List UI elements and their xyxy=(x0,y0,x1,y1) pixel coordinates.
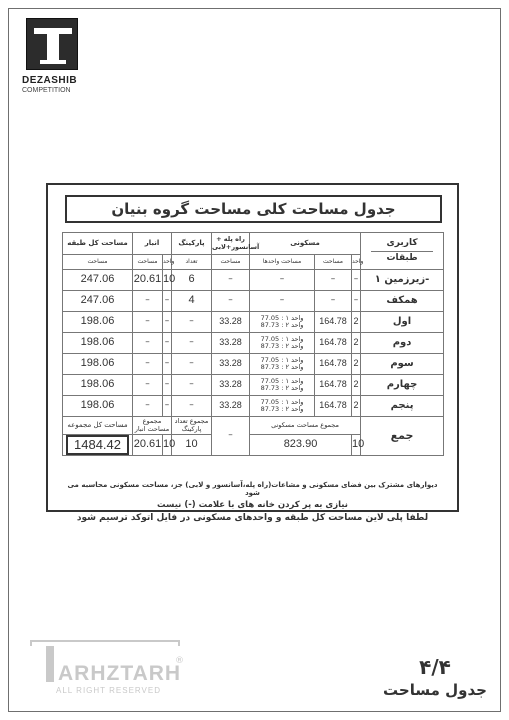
residential-units-cell: 2 xyxy=(352,396,361,417)
unit-area-1: واحد ۱ : 77.05 xyxy=(260,334,304,343)
stairs-cell: 33.28 xyxy=(212,333,250,354)
floor-name-cell: زیرزمین ۱- xyxy=(361,270,444,291)
header-usage-floors xyxy=(361,233,444,270)
summary-units: 10 xyxy=(352,435,361,456)
header-storage-units: واحد xyxy=(163,255,172,270)
stairs-cell: 33.28 xyxy=(212,354,250,375)
summary-label: جمع xyxy=(361,417,444,456)
logo-name: DEZASHIB xyxy=(22,75,78,86)
table-row xyxy=(63,375,444,396)
header-parking: پارکینگ xyxy=(172,233,212,255)
residential-area-cell: 164.78 xyxy=(315,312,352,333)
header-storage: انبار xyxy=(133,233,172,255)
storage-units-cell: – xyxy=(163,354,172,375)
residential-units-cell: 2 xyxy=(352,333,361,354)
stairs-cell: 33.28 xyxy=(212,312,250,333)
unit-area-1: واحد ۱ : 77.05 xyxy=(260,376,304,385)
floor-name-cell: پنجم xyxy=(361,396,444,417)
header-stairs: راه پله + آسانسور+لابی xyxy=(212,233,250,255)
area-table xyxy=(62,232,444,456)
header-parking-count: تعداد xyxy=(172,255,212,270)
storage-units-cell: – xyxy=(163,312,172,333)
storage-area-cell: – xyxy=(133,333,163,354)
residential-units-cell: 2 xyxy=(352,354,361,375)
arhztarh-watermark xyxy=(30,640,190,698)
floor-total-cell: 198.06 xyxy=(63,375,133,396)
unit-area-cell xyxy=(250,375,315,396)
unit-area-cell: – xyxy=(250,291,315,312)
grand-total-box: 1484.42 xyxy=(66,435,129,455)
floor-total-cell: 198.06 xyxy=(63,354,133,375)
logo-subtitle: COMPETITION xyxy=(22,87,71,94)
summary-header-row xyxy=(63,417,444,435)
summary-residential-header: مجموع مساحت مسکونی xyxy=(250,417,361,435)
unit-area-cell xyxy=(250,312,315,333)
storage-area-cell: 20.61 xyxy=(133,270,163,291)
summary-parking-header: مجموع تعداد پارکینگ xyxy=(172,417,212,435)
unit-area-2: واحد ۲ : 87.73 xyxy=(260,321,304,329)
unit-area-1: واحد ۱ : 77.05 xyxy=(260,397,304,406)
parking-cell: 4 xyxy=(172,291,212,312)
table-notes xyxy=(62,481,443,523)
summary-total-header: مساحت کل مجموعه xyxy=(63,417,133,435)
unit-area-2: واحد ۲ : 87.73 xyxy=(260,405,304,413)
table-row xyxy=(63,333,444,354)
unit-area-cell xyxy=(250,333,315,354)
parking-cell: – xyxy=(172,354,212,375)
table-row xyxy=(63,270,444,291)
summary-residential-total: 823.90 xyxy=(250,435,352,456)
note-walls: دیوارهای مشترک بین فضای مسکونی و مشاعات(راه پله،آسانسور و لابی) جز، مساحت مسکونی محاسبه می شود xyxy=(67,481,438,497)
residential-area-cell: – xyxy=(315,291,352,312)
storage-units-cell: 10 xyxy=(163,270,172,291)
floor-name-cell: سوم xyxy=(361,354,444,375)
stairs-cell: – xyxy=(212,291,250,312)
summary-storage-total: 20.61 xyxy=(133,435,163,456)
unit-area-cell xyxy=(250,396,315,417)
residential-area-cell: 164.78 xyxy=(315,333,352,354)
registered-mark: ® xyxy=(175,656,184,666)
residential-area-cell: 164.78 xyxy=(315,396,352,417)
dezashib-logo xyxy=(22,18,94,94)
stairs-cell: – xyxy=(212,270,250,291)
note-dashes: نیازی به پر کردن خانه های با علامت (-) نیست xyxy=(157,500,348,510)
stairs-cell: 33.28 xyxy=(212,396,250,417)
watermark-name: ARHZTARH xyxy=(58,662,182,685)
table-row xyxy=(63,312,444,333)
stairs-cell: 33.28 xyxy=(212,375,250,396)
residential-units-cell: – xyxy=(352,270,361,291)
parking-cell: – xyxy=(172,333,212,354)
unit-area-2: واحد ۲ : 87.73 xyxy=(260,342,304,350)
note-polyline: لطفا پلی لاین مساحت کل طبقه و واحدهای مسکونی در فایل اتوکد ترسیم شود xyxy=(76,513,429,523)
residential-area-cell: 164.78 xyxy=(315,375,352,396)
unit-area-cell xyxy=(250,354,315,375)
floor-name-cell: دوم xyxy=(361,333,444,354)
storage-area-cell: – xyxy=(133,396,163,417)
residential-units-cell: 2 xyxy=(352,312,361,333)
page-label xyxy=(375,655,495,699)
logo-mark-icon xyxy=(26,18,78,70)
header-usage: کاربری xyxy=(386,237,418,248)
floor-total-cell: 247.06 xyxy=(63,270,133,291)
header-storage-area: مساحت xyxy=(133,255,163,270)
header-floor-total: مساحت کل طبقه xyxy=(63,233,133,255)
floor-total-cell: 247.06 xyxy=(63,291,133,312)
summary-stairs-cell: – xyxy=(212,417,250,456)
unit-area-1: واحد ۱ : 77.05 xyxy=(260,313,304,322)
floor-name-cell: همکف xyxy=(361,291,444,312)
floor-total-cell: 198.06 xyxy=(63,333,133,354)
header-residential-area: مساحت xyxy=(315,255,352,270)
storage-units-cell: – xyxy=(163,333,172,354)
area-table-frame xyxy=(46,183,459,523)
header-stairs-area: مساحت xyxy=(212,255,250,270)
storage-units-cell: – xyxy=(163,375,172,396)
parking-cell: – xyxy=(172,375,212,396)
page-number: ۴/۴ xyxy=(419,655,451,679)
storage-units-cell: – xyxy=(163,291,172,312)
header-residential: مسکونی xyxy=(250,233,361,255)
parking-cell: – xyxy=(172,312,212,333)
summary-parking-total: 10 xyxy=(172,435,212,456)
floor-name-cell: چهارم xyxy=(361,375,444,396)
floor-total-cell: 198.06 xyxy=(63,396,133,417)
watermark-pillar-icon xyxy=(46,646,54,682)
table-title: جدول مساحت کلی مساحت گروه بنیان xyxy=(65,195,442,223)
parking-cell: – xyxy=(172,396,212,417)
unit-area-2: واحد ۲ : 87.73 xyxy=(260,384,304,392)
unit-area-2: واحد ۲ : 87.73 xyxy=(260,363,304,371)
watermark-subtitle: ALL RIGHT RESERVED xyxy=(56,686,161,695)
summary-storage-units: 10 xyxy=(163,435,172,456)
table-row xyxy=(63,291,444,312)
header-floor-total-area: مساحت xyxy=(63,255,133,270)
table-row xyxy=(63,396,444,417)
storage-area-cell: – xyxy=(133,354,163,375)
storage-area-cell: – xyxy=(133,312,163,333)
page-title: جدول مساحت xyxy=(383,681,487,699)
header-row-1 xyxy=(63,233,444,255)
unit-area-cell: – xyxy=(250,270,315,291)
header-residential-unit-area: مساحت واحدها xyxy=(250,255,315,270)
storage-units-cell: – xyxy=(163,396,172,417)
summary-storage-header: مجموع مساحت انبار xyxy=(133,417,172,435)
residential-units-cell: 2 xyxy=(352,375,361,396)
storage-area-cell: – xyxy=(133,291,163,312)
unit-area-1: واحد ۱ : 77.05 xyxy=(260,355,304,364)
residential-units-cell: – xyxy=(352,291,361,312)
floor-name-cell: اول xyxy=(361,312,444,333)
header-residential-units: واحد xyxy=(352,255,361,270)
grand-total-cell xyxy=(63,435,133,456)
storage-area-cell: – xyxy=(133,375,163,396)
table-row xyxy=(63,354,444,375)
header-floors: طبقات xyxy=(371,251,433,263)
residential-area-cell: – xyxy=(315,270,352,291)
floor-total-cell: 198.06 xyxy=(63,312,133,333)
residential-area-cell: 164.78 xyxy=(315,354,352,375)
parking-cell: 6 xyxy=(172,270,212,291)
